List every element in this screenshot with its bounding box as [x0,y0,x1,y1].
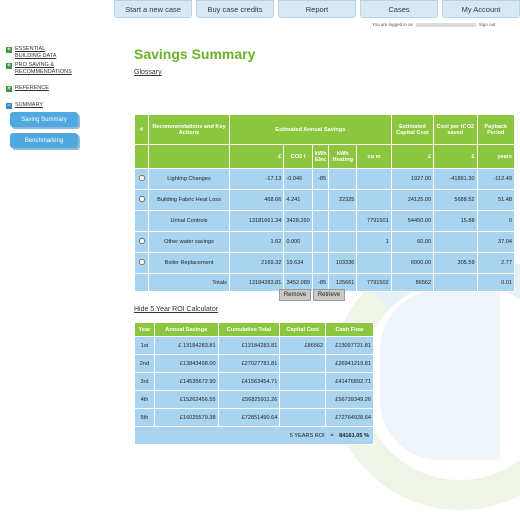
sub-header: cu m [357,145,391,169]
recommendation-label: Boiler Replacement [149,253,230,274]
sidebar-item-label[interactable]: PRO SAVING & RECOMMENDATIONS [15,62,72,75]
roi-total-eq: = [330,432,334,439]
table-cell: 51.48 [477,190,514,211]
table-cell: 86562 [391,274,433,292]
nav-buy-case-credits[interactable]: Buy case credits [196,0,274,18]
roi-cell: £15262456.55 [154,391,218,409]
roi-cell: 5th [135,409,155,427]
table-cell [313,253,329,274]
table-cell: -85 [313,274,329,292]
nav-my-account[interactable]: My Account [442,0,520,18]
sidebar [6,46,116,148]
sign-out-link[interactable]: Sign out [478,22,496,27]
table-cell: 3428.260 [284,211,313,232]
glossary-link[interactable]: Glossary [134,69,162,76]
roi-cell: £56825911.26 [218,391,280,409]
remove-button[interactable]: Remove [279,289,311,301]
sub-empty [135,145,149,169]
sub-header: CO2 t [284,145,313,169]
recommendation-label: Other water savings [149,232,230,253]
totals-label: Totals [149,274,230,292]
table-cell: 125661 [329,274,357,292]
row-select-checkbox[interactable] [139,196,145,202]
nav-start-new-case[interactable]: Start a new case [114,0,192,18]
recommendation-label: Building Fabric Heat Loss [149,190,230,211]
row-select-checkbox[interactable] [139,238,145,244]
totals-empty [135,274,149,292]
roi-cell [280,373,326,391]
col-estimated-annual: Estimated Annual Savings [229,115,391,145]
table-cell: 0 [477,211,514,232]
table-cell: -85 [313,169,329,190]
col-estimated-capital: Estimated Capital Cost [391,115,433,145]
row-select-checkbox[interactable] [139,259,145,265]
sidebar-item-essential[interactable] [6,46,116,59]
roi-cell [280,355,326,373]
recommendation-label: Urinal Controls [149,211,230,232]
sub-header: £ [434,145,477,169]
col-payback: Payback Period [477,115,514,145]
table-actions [279,289,347,301]
table-cell [313,211,329,232]
hide-roi-calculator-link[interactable]: Hide 5 Year ROI Calculator [134,306,219,313]
table-cell: 468.66 [229,190,284,211]
sub-empty [149,145,230,169]
table-cell [329,211,357,232]
table-cell: 22325 [329,190,357,211]
row-select-cell [135,211,149,232]
roi-row [135,355,374,373]
roi-cell: £13097721.81 [326,337,374,355]
table-row [135,232,515,253]
row-select-cell [135,232,149,253]
table-cell [357,190,391,211]
table-cell: 13184283.81 [229,274,284,292]
roi-total-label: 5 YEARS ROI [289,432,325,439]
roi-col-cash-flow: Cash Flow [326,323,374,337]
table-cell: 24125.00 [391,190,433,211]
sub-header: kWh Elec [313,145,329,169]
sub-header: £ [229,145,284,169]
roi-col-cumulative: Cumulative Total [218,323,280,337]
table-cell: 5688.52 [434,190,477,211]
sidebar-item-label[interactable]: SUMMARY [15,102,44,108]
table-cell: 7791502 [357,274,391,292]
top-navigation [114,0,520,18]
roi-cell: £72764928.64 [326,409,374,427]
table-cell [357,169,391,190]
table-cell: 0.01 [477,274,514,292]
sidebar-item-label[interactable]: REFERENCE [15,85,49,91]
roi-cell: 2nd [135,355,155,373]
roi-cell: £86562 [280,337,326,355]
roi-col-year: Year [135,323,155,337]
savings-table [134,114,515,292]
table-cell: 19.634 [284,253,313,274]
table-cell [357,253,391,274]
table-cell: 305.59 [434,253,477,274]
login-prefix: You are logged in as [372,22,413,27]
table-cell: 6000.00 [391,253,433,274]
roi-row [135,373,374,391]
roi-cell [280,409,326,427]
roi-col-capital: Capital Cost [280,323,326,337]
roi-cell: £13843498.00 [154,355,218,373]
roi-cell: £41476892.71 [326,373,374,391]
col-cost-per-tco2: Cost per tCO2 saved [434,115,477,145]
nav-cases[interactable]: Cases [360,0,438,18]
sidebar-item-label[interactable]: ESSENTIAL BUILDING DATA [15,46,57,59]
table-cell [434,274,477,292]
roi-cell: 3rd [135,373,155,391]
roi-row [135,391,374,409]
roi-cell: £14535672.90 [154,373,218,391]
roi-cell: £16025579.38 [154,409,218,427]
table-cell: -17.13 [229,169,284,190]
table-cell: 60.00 [391,232,433,253]
roi-cell: £13184283.81 [218,337,280,355]
sub-header: £ [391,145,433,169]
recommendation-label: Lighting Changes [149,169,230,190]
table-cell: 37.04 [477,232,514,253]
watermark-logo-inner [380,290,500,460]
roi-cell: 4th [135,391,155,409]
table-cell [313,232,329,253]
roi-row [135,337,374,355]
roi-cell: £26941219.81 [326,355,374,373]
table-cell: 7791501 [357,211,391,232]
table-cell: 103336 [329,253,357,274]
roi-cell: £56739349.26 [326,391,374,409]
expand-icon[interactable]: + [7,63,11,69]
roi-cell: £72851490.64 [218,409,280,427]
row-select-cell [135,190,149,211]
roi-cell [280,391,326,409]
page-title: Savings Summary [134,46,256,62]
table-cell: 4.241 [284,190,313,211]
table-cell: -41891.30 [434,169,477,190]
row-select-cell [135,169,149,190]
roi-cell: £41563454.71 [218,373,280,391]
table-row [135,211,515,232]
sidebar-item-reference[interactable] [6,85,116,92]
sidebar-saving-summary-button[interactable]: Saving Summary [10,112,78,127]
table-cell: 54450.00 [391,211,433,232]
table-cell: 1 [357,232,391,253]
roi-cell: £ 13184283.81 [154,337,218,355]
collapse-icon[interactable]: − [7,103,11,109]
table-cell: 2169.32 [229,253,284,274]
table-row [135,169,515,190]
table-cell [313,190,329,211]
col-hash: # [135,115,149,145]
col-recommendations: Recommendations and Key Actions [149,115,230,145]
table-cell: 0.000 [284,232,313,253]
table-cell: 1.62 [229,232,284,253]
row-select-checkbox[interactable] [139,175,145,181]
roi-col-annual-savings: Annual Savings [154,323,218,337]
roi-row [135,409,374,427]
table-cell: -0.046 [284,169,313,190]
table-cell [329,169,357,190]
roi-total-value: 84161.05 % [339,432,369,439]
sub-header: kWh Heating [329,145,357,169]
table-cell [329,232,357,253]
roi-table [134,322,374,445]
row-select-cell [135,253,149,274]
table-cell: 1927.00 [391,169,433,190]
table-cell: 2.77 [477,253,514,274]
sidebar-item-summary[interactable] [6,102,116,109]
table-cell: 13181661.34 [229,211,284,232]
roi-cell: £27027781.81 [218,355,280,373]
login-status [372,22,495,27]
roi-total [135,427,374,445]
table-row [135,253,515,274]
retrieve-button[interactable]: Retrieve [313,289,345,301]
roi-cell: 1st [135,337,155,355]
username-redacted [416,23,476,27]
nav-report[interactable]: Report [278,0,356,18]
expand-icon[interactable]: + [7,86,11,92]
expand-icon[interactable]: + [7,47,11,53]
table-cell [434,232,477,253]
sidebar-item-pro[interactable] [6,62,116,75]
table-row [135,190,515,211]
table-cell: -112.49 [477,169,514,190]
table-cell: 3452.089 [284,274,313,292]
sidebar-benchmarking-button[interactable]: Benchmarking [10,133,78,148]
sub-header: years [477,145,514,169]
roi-total-row [135,427,374,445]
table-cell: 15.88 [434,211,477,232]
